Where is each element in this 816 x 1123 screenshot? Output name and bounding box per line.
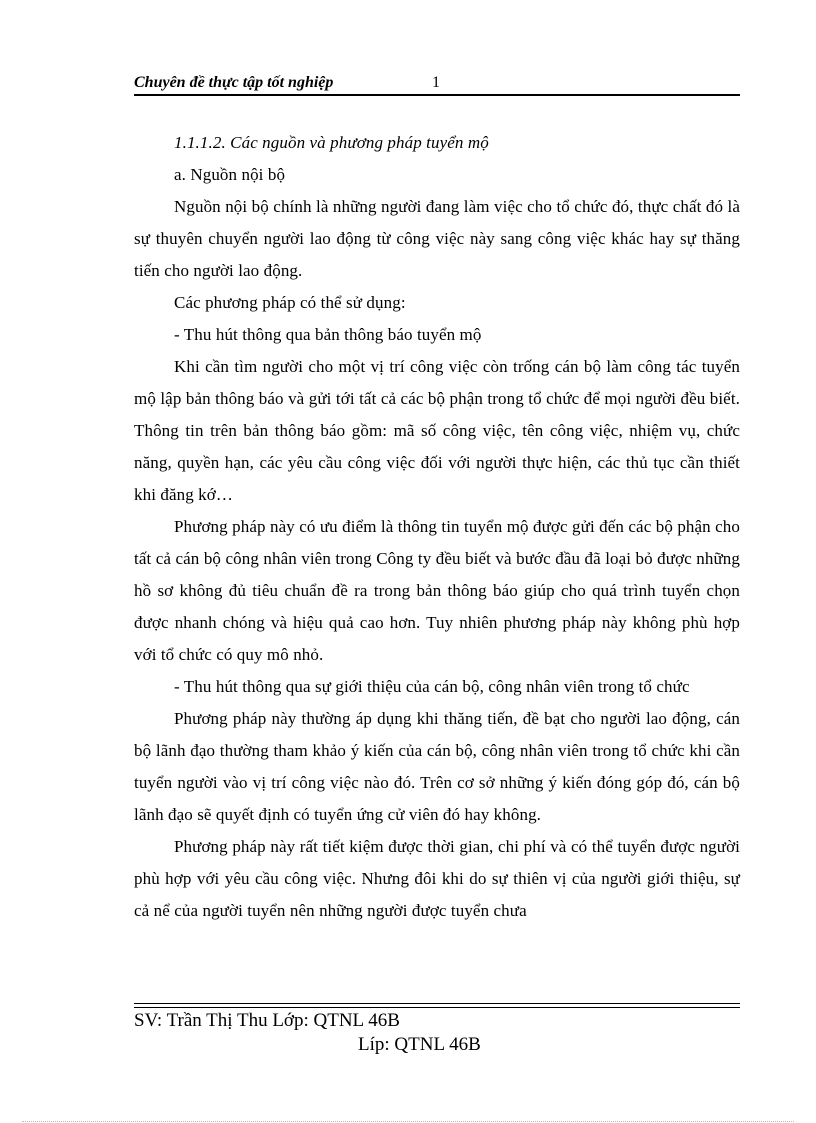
section-heading: 1.1.1.2. Các nguồn và phương pháp tuyển mộ [174,133,489,152]
page-header [134,72,740,96]
paragraph: Nguồn nội bộ chính là những người đang làm việc cho tổ chức đó, thực chất đó là sự thuyên chuyển người lao động từ công việc này sang công việc khác hay sự thăng tiến cho người lao động. [134,197,740,280]
bullet-item: - Thu hút thông qua bản thông báo tuyển mộ [174,325,482,344]
footer-student-info: SV: Trần Thị Thu Lớp: QTNL 46B [134,1010,400,1031]
subsection-heading: a. Nguồn nội bộ [174,165,286,184]
header-title: Chuyên đề thực tập tốt nghiệp [134,74,334,91]
paragraph: Khi cần tìm người cho một vị trí công việc còn trống cán bộ làm công tác tuyển mộ lập bản thông báo và gửi tới tất cả các bộ phận trong tổ chức để mọi người đều biết. Thông tin trên bản thông báo gồm: mã số công việc, tên công việc, nhiệm vụ, chức năng, quyền hạn, các yêu cầu công việc đối với người thực hiện, các thủ tục cần thiết khi đăng kớ… [134,357,740,504]
paragraph: Phương pháp này có ưu điểm là thông tin tuyển mộ được gửi đến các bộ phận cho tất cả cán bộ công nhân viên trong Công ty đều biết và bước đầu đã loại bỏ được những hồ sơ không đủ tiêu chuẩn đề ra trong bản thông báo giúp cho quá trình tuyển chọn được nhanh chóng và hiệu quả cao hơn. Tuy nhiên phương pháp này không phù hợp với tổ chức có quy mô nhỏ. [134,517,740,664]
page-number: 1 [432,74,440,91]
paragraph: Các phương pháp có thể sử dụng: [174,293,406,312]
footer-class-info: Líp: QTNL 46B [358,1034,481,1055]
paragraph: Phương pháp này rất tiết kiệm được thời gian, chi phí và có thể tuyển được người phù hợp với yêu cầu công việc. Nhưng đôi khi do sự thiên vị của người giới thiệu, sự cả nể của người tuyển nên những người được tuyển chưa [134,837,740,920]
footer-divider [134,1003,740,1008]
paragraph: Phương pháp này thường áp dụng khi thăng tiến, đề bạt cho người lao động, cán bộ lãnh đạo thường tham khảo ý kiến của cán bộ, công nhân viên trong tổ chức khi cần tuyển người vào vị trí công việc nào đó. Trên cơ sở những ý kiến đóng góp đó, cán bộ lãnh đạo sẽ quyết định có tuyển ứng cử viên đó hay không. [134,709,740,824]
page-bottom-edge [22,1121,794,1122]
bullet-item: - Thu hút thông qua sự giới thiệu của cán bộ, công nhân viên trong tổ chức [174,677,690,696]
document-body [134,127,740,927]
